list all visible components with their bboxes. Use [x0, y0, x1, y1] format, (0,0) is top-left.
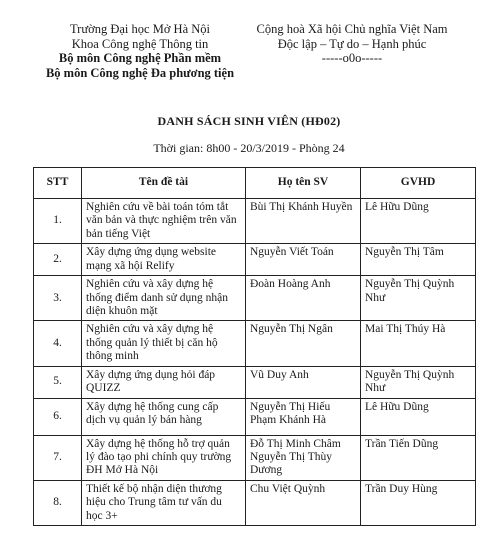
column-header-advisor: GVHD	[361, 168, 476, 199]
table-row	[34, 435, 476, 480]
row-student: Nguyễn Viết Toán	[246, 244, 361, 276]
column-header-topic: Tên đề tài	[82, 168, 246, 199]
header-divider: -----o0o-----	[321, 51, 383, 65]
row-topic: Xây dựng ứng dụng website mạng xã hội Relify	[82, 244, 246, 276]
university-name: Trường Đại học Mở Hà Nội	[69, 22, 210, 36]
row-stt: 2.	[34, 244, 82, 276]
row-student: Bùi Thị Khánh Huyền	[246, 199, 361, 244]
row-stt: 8.	[34, 480, 82, 525]
row-advisor: Trần Tiến Dũng	[361, 435, 476, 480]
row-topic: Xây dựng hệ thống hỗ trợ quản lý đào tạo phi chính quy trường ĐH Mở Hà Nội	[82, 435, 246, 480]
row-student: Nguyễn Thị Hiếu Phạm Khánh Hà	[246, 398, 361, 435]
student-list-table	[33, 167, 476, 526]
table-row	[34, 321, 476, 366]
row-topic: Nghiên cứu về bài toán tóm tắt văn bản và thực nghiệm trên văn bản tiếng Việt	[82, 199, 246, 244]
row-student: Đỗ Thị Minh Châm Nguyễn Thị Thùy Dương	[246, 435, 361, 480]
institution-header	[40, 22, 240, 80]
row-topic: Xây dựng hệ thống cung cấp dịch vụ quản lý bán hàng	[82, 398, 246, 435]
row-topic: Nghiên cứu và xây dựng hệ thống quản lý thiết bị căn hộ thông minh	[82, 321, 246, 366]
row-advisor: Trần Duy Hùng	[361, 480, 476, 525]
table-row	[34, 244, 476, 276]
row-stt: 4.	[34, 321, 82, 366]
row-advisor: Lê Hữu Dũng	[361, 199, 476, 244]
row-student: Nguyễn Thị Ngân	[246, 321, 361, 366]
table-header-row	[34, 168, 476, 199]
row-advisor: Nguyễn Thị Quỳnh Như	[361, 276, 476, 321]
row-topic: Xây dựng ứng dụng hỏi đáp QUIZZ	[82, 366, 246, 398]
row-advisor: Nguyễn Thị Tâm	[361, 244, 476, 276]
country-name: Cộng hoà Xã hội Chủ nghĩa Việt Nam	[256, 22, 448, 36]
table-row	[34, 276, 476, 321]
row-student: Chu Việt Quỳnh	[246, 480, 361, 525]
row-topic: Thiết kế bộ nhận diện thương hiệu cho Trung tâm tư vấn du học 3+	[82, 480, 246, 525]
national-motto-header	[242, 22, 462, 66]
row-stt: 7.	[34, 435, 82, 480]
department-multimedia: Bộ môn Công nghệ Đa phương tiện	[45, 65, 235, 80]
row-advisor: Lê Hữu Dũng	[361, 398, 476, 435]
table-row	[34, 398, 476, 435]
table-row	[34, 366, 476, 398]
column-header-student: Họ tên SV	[246, 168, 361, 199]
table-row	[34, 480, 476, 525]
row-topic: Nghiên cứu và xây dựng hệ thống điểm danh sử dụng nhận diện khuôn mặt	[82, 276, 246, 321]
row-stt: 6.	[34, 398, 82, 435]
row-advisor: Nguyễn Thị Quỳnh Như	[361, 366, 476, 398]
document-title: DANH SÁCH SINH VIÊN (HĐ02)	[157, 114, 341, 128]
document-subtitle: Thời gian: 8h00 - 20/3/2019 - Phòng 24	[153, 141, 345, 155]
row-advisor: Mai Thị Thúy Hà	[361, 321, 476, 366]
row-stt: 5.	[34, 366, 82, 398]
national-motto: Độc lập – Tự do – Hạnh phúc	[277, 36, 427, 51]
faculty-name: Khoa Công nghệ Thông tin	[71, 36, 209, 51]
department-software: Bộ môn Công nghệ Phần mềm	[58, 51, 222, 65]
column-header-stt: STT	[34, 168, 82, 199]
row-stt: 1.	[34, 199, 82, 244]
row-stt: 3.	[34, 276, 82, 321]
row-student: Vũ Duy Anh	[246, 366, 361, 398]
row-student: Đoàn Hoàng Anh	[246, 276, 361, 321]
table-row	[34, 199, 476, 244]
